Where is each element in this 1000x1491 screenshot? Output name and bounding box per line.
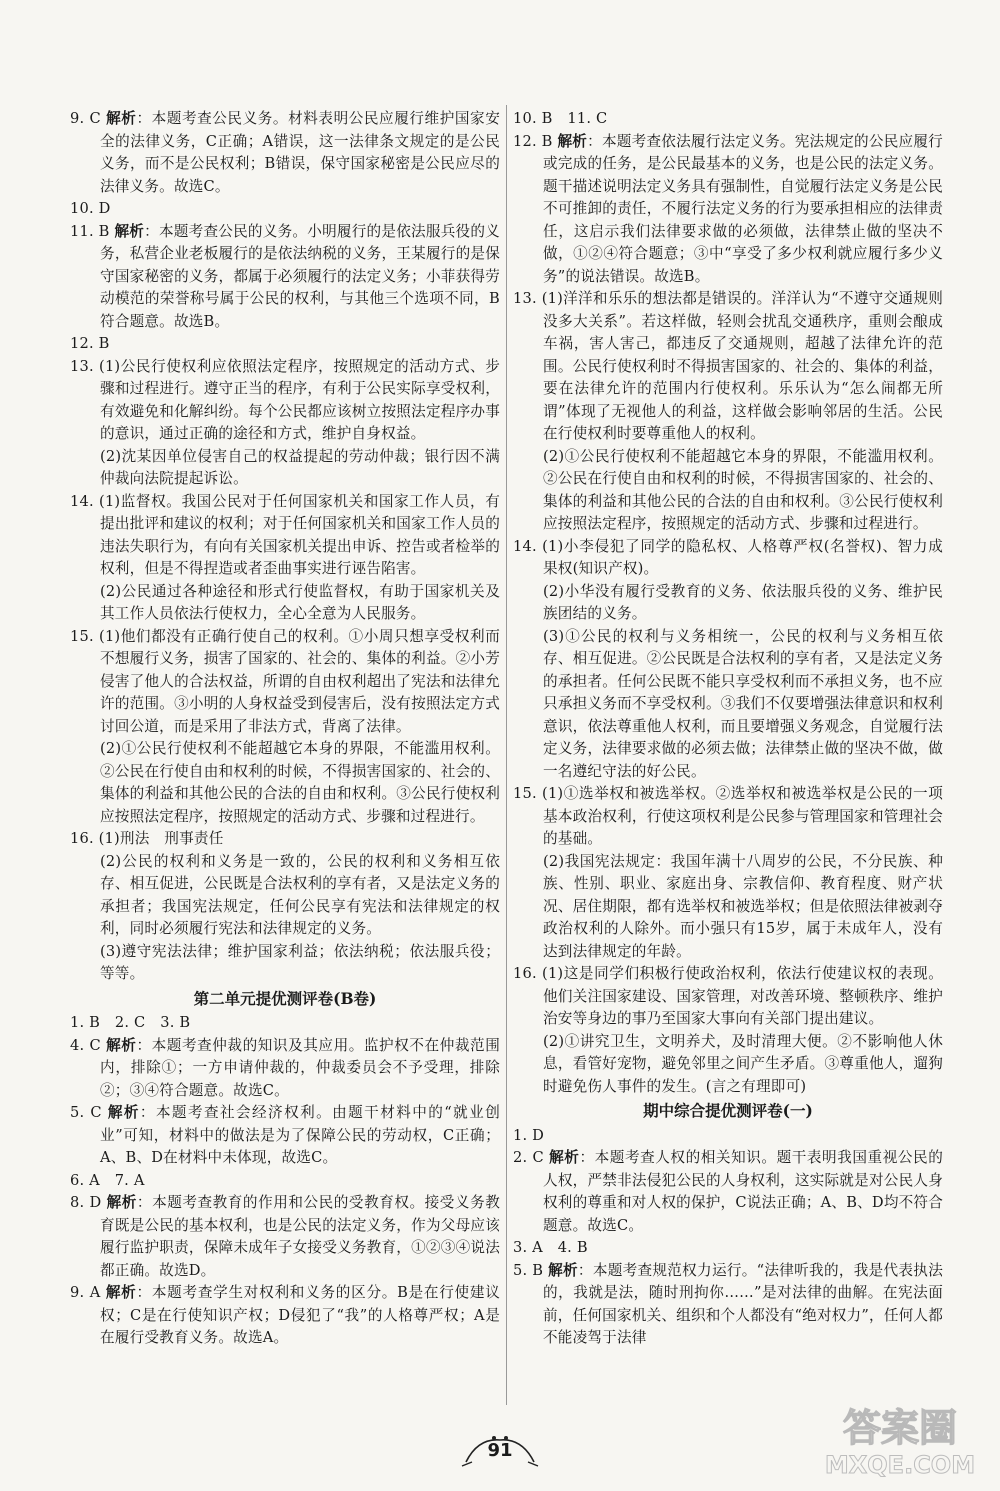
answer-number: 11. B <box>70 222 110 240</box>
answer-subpart: (2)公民的权利和义务是一致的，公民的权利和义务相互依存、相互促进，公民既是合法权利的享有者，又是法定义务的承担者；我国宪法规定，任何公民享有宪法和法律规定的权利，同时必须履行宪法和法律规定的义务。 <box>100 852 500 937</box>
answer-item <box>513 108 943 131</box>
answer-text: (1)洋洋和乐乐的想法都是错误的。洋洋认为“不遵守交通规则没多大关系”。若这样做，轻则会扰乱交通秩序，重则会酿成车祸，害人害己，都违反了交通规则，超越了法律允许的范围。公民行使权利时不得损害国家的、社会的、集体的利益，要在法律允许的范围内行使权利。乐乐认为“怎么闹都无所谓”体现了无视他人的利益，这样做会影响邻居的生活。公民在行使权利时要尊重他人的权利。 <box>541 290 943 442</box>
answer-item <box>70 828 500 851</box>
answer-item <box>70 1012 500 1035</box>
answer-item <box>70 1192 500 1282</box>
answer-number: 3. A 4. B <box>513 1239 588 1256</box>
answer-number: 13. <box>70 357 94 375</box>
answer-item <box>70 1170 500 1193</box>
answer-text: (1)监督权。我国公民对于任何国家机关和国家工作人员，有提出批评和建议的权利；对于任何国家机关和国家工作人员的违法失职行为，有向有关国家机关提出申诉、控告或者检举的权利，但是不得捏造或者歪曲事实进行诬告陷害。 <box>99 492 500 577</box>
answer-item <box>70 1102 500 1170</box>
answer-text: (1)小李侵犯了同学的隐私权、人格尊严权(名誉权)、智力成果权(知识产权)。 <box>542 537 943 577</box>
page-number: 91 <box>487 1440 513 1461</box>
answer-text: ：本题考查社会经济权利。由题干材料中的“就业创业”可知，材料中的做法是为了保障公民的劳动权，C正确；A、B、D在材料中未体现，故选C。 <box>100 1104 501 1166</box>
answer-item <box>70 626 500 739</box>
answer-subpart: (3)①公民的权利与义务相统一，公民的权利与义务相互依存、相互促进。②公民既是合法权利的享有者，又是法定义务的承担者。任何公民既不能只享受权利而不承担义务，也不应只承担义务而不享受权利。③我们不仅要增强法律意识和权利意识，依法尊重他人权利，而且要增强义务观念，自觉履行法定义务，法律要求做的必须去做；法律禁止做的坚决不做，做一名遵纪守法的好公民。 <box>543 627 943 780</box>
column-divider <box>506 105 507 1405</box>
answer-number: 14. <box>70 492 94 510</box>
answer-text: (1)刑法 刑事责任 <box>98 830 224 847</box>
answer-item <box>70 1035 500 1103</box>
answer-subpart: (3)遵守宪法法律；维护国家利益；依法纳税；依法服兵役；等等。 <box>100 942 500 982</box>
analysis-label: 解析 <box>106 1194 137 1211</box>
answer-text: (1)①选举权和被选举权。②选举权和被选举权是公民的一项基本政治权利，行使这项权利是公民参与管理国家和管理社会的基础。 <box>542 785 943 847</box>
answer-number: 15. <box>513 785 537 802</box>
answer-text: ：本题考查学生对权利和义务的区分。B是在行使建议权；C是在行使知识产权；D侵犯了“我”的人格尊严权；A是在履行受教育义务。故选A。 <box>100 1284 501 1346</box>
answer-text: ：本题考查依法履行法定义务。宪法规定的公民应履行或完成的任务，是公民最基本的义务，也是公民的法定义务。题干描述说明法定义务具有强制性，自觉履行法定义务是公民不可推卸的责任，不履行法定义务的行为要承担相应的法律责任，这启示我们法律要求做的必须做，法律禁止做的坚决不做，①②④符合题意；③中“享受了多少权利就应履行多少义务”的说法错误。故选B。 <box>543 132 943 285</box>
answer-subpart: (2)①讲究卫生，文明养犬，及时清理大便。②不影响他人休息，看管好宠物，避免邻里之间产生矛盾。③尊重他人，遛狗时避免伤人事件的发生。(言之有理即可) <box>543 1032 943 1095</box>
answer-item <box>513 783 943 851</box>
answer-number: 2. C <box>513 1149 544 1166</box>
answer-number: 8. D <box>70 1194 102 1211</box>
answer-number: 9. C <box>70 110 101 127</box>
answer-item <box>513 963 943 1031</box>
answer-number: 10. B 11. C <box>513 110 608 127</box>
section-title: 期中综合提优测评卷(一) <box>643 1101 813 1120</box>
answer-item <box>70 221 500 334</box>
answer-item <box>70 108 500 198</box>
answer-subpart: (2)我国宪法规定：我国年满十八周岁的公民，不分民族、种族、性别、职业、家庭出身、宗教信仰、教育程度、财产状况、居住期限，都有选举权和被选举权；但是依照法律被剥夺政治权利的人除外。而小强只有15岁，属于未成年人，没有达到法律规定的年龄。 <box>543 852 943 960</box>
answer-text: ：本题考查人权的相关知识。题干表明我国重视公民的人权，严禁非法侵犯公民的人身权利，这实际就是对公民人身权利的尊重和对人权的保护，C说法正确；A、B、D均不符合题意。故选C。 <box>543 1149 943 1234</box>
answer-number: 16. <box>70 830 94 847</box>
answer-number: 12. B <box>513 132 553 150</box>
analysis-label: 解析 <box>105 1284 137 1301</box>
answer-item <box>70 491 500 581</box>
analysis-label: 解析 <box>114 222 145 240</box>
answer-item <box>513 1147 943 1237</box>
answer-number: 10. D <box>70 200 111 217</box>
analysis-label: 解析 <box>549 1149 580 1166</box>
answer-number: 13. <box>513 290 537 307</box>
answer-number: 16. <box>513 965 537 982</box>
answer-item <box>70 356 500 446</box>
answer-item <box>513 1237 943 1260</box>
answer-number: 12. B <box>70 335 110 352</box>
section-title: 第二单元提优测评卷(B卷) <box>193 988 377 1008</box>
answer-item <box>513 536 943 581</box>
answer-number: 1. B 2. C 3. B <box>70 1014 191 1031</box>
answer-number: 6. A 7. A <box>70 1171 145 1189</box>
left-column <box>70 108 500 1350</box>
answer-item <box>70 1282 500 1350</box>
answer-subpart: (2)公民通过各种途径和形式行使监督权，有助于国家机关及其工作人员依法行使权力，全心全意为人民服务。 <box>100 582 500 622</box>
answer-text: ：本题考查教育的作用和公民的受教育权。接受义务教育既是公民的基本权利，也是公民的法定义务，作为父母应该履行监护职责，保障未成年子女接受义务教育，①②③④说法都正确。故选D。 <box>100 1194 501 1279</box>
analysis-label: 解析 <box>557 132 588 150</box>
svg-text:答案圈: 答案圈 <box>842 1406 958 1450</box>
answer-item <box>70 198 500 221</box>
svg-text:MXQE.COM: MXQE.COM <box>824 1451 976 1479</box>
answer-item <box>513 288 943 446</box>
answer-text: ：本题考查规范权力运行。“法律听我的，我是代表执法的，我就是法，随时刑拘你……”是对法律的曲解。在宪法面前，任何国家机关、组织和个人都没有“绝对权力”，任何人都不能凌驾于法律 <box>543 1261 943 1346</box>
answer-item <box>513 1125 943 1148</box>
answer-subpart: (2)①公民行使权利不能超越它本身的界限，不能滥用权利。②公民在行使自由和权利的时候，不得损害国家的、社会的、集体的利益和其他公民的合法的自由和权利。③公民行使权利应按照法定程序，按照规定的活动方式、步骤和过程进行。 <box>100 740 500 825</box>
answer-subpart: (2)沈某因单位侵害自己的权益提起的劳动仲裁；银行因不满仲裁向法院提起诉讼。 <box>100 447 500 487</box>
answer-text: (1)公民行使权利应依照法定程序，按照规定的活动方式、步骤和过程进行。遵守正当的程序，有利于公民实际享受权利，有效避免和化解纠纷。每个公民都应该树立按照法定程序办事的意识，通过正确的途径和方式，维护自身权益。 <box>99 357 500 442</box>
answer-number: 5. B <box>513 1261 544 1279</box>
answer-number: 1. D <box>513 1126 545 1144</box>
analysis-label: 解析 <box>106 1036 137 1054</box>
answer-number: 9. A <box>70 1284 101 1301</box>
answer-number: 5. C <box>70 1104 102 1121</box>
answer-item <box>513 1260 943 1350</box>
answer-item <box>70 333 500 356</box>
watermark-logo <box>810 1393 990 1483</box>
analysis-label: 解析 <box>106 110 137 127</box>
answer-subpart: (2)①公民行使权利不能超越它本身的界限，不能滥用权利。②公民在行使自由和权利的时候，不得损害国家的、社会的、集体的利益和其他公民的合法的自由和权利。③公民行使权利应按照法定程序，按照规定的活动方式、步骤和过程进行。 <box>543 447 943 532</box>
answer-item <box>513 131 943 289</box>
answer-text: ：本题考查公民义务。材料表明公民应履行维护国家安全的法律义务，C正确；A错误，这一法律条文规定的是公民义务，而不是公民权利；B错误，保守国家秘密是公民应尽的法律义务。故选C。 <box>100 110 500 195</box>
answer-text: (1)他们都没有正确行使自己的权利。①小周只想享受权利而不想履行义务，损害了国家的、社会的、集体的利益。②小芳侵害了他人的合法权益，所谓的自由权利超出了宪法和法律允许的范围。③小明的人身权益受到侵害后，没有按照法定方式讨回公道，而是采用了非法方式，背离了法律。 <box>99 627 500 735</box>
answer-number: 15. <box>70 627 94 645</box>
answer-subpart: (2)小华没有履行受教育的义务、依法服兵役的义务、维护民族团结的义务。 <box>543 582 943 622</box>
answer-text: ：本题考查仲裁的知识及其应用。监护权不在仲裁范围内，排除①；一方申请仲裁的，仲裁委员会不予受理，排除②；③④符合题意。故选C。 <box>100 1036 500 1099</box>
right-column <box>513 108 943 1350</box>
answer-text: ：本题考查公民的义务。小明履行的是依法服兵役的义务，私营企业老板履行的是依法纳税的义务，王某履行的是保守国家秘密的义务，都属于必须履行的法定义务；小菲获得劳动模范的荣誉称号属于公民的权利，与其他三个选项不同，B符合题意。故选B。 <box>100 222 500 330</box>
answer-number: 4. C <box>70 1036 101 1054</box>
answer-number: 14. <box>513 537 537 555</box>
answer-text: (1)这是同学们积极行使政治权利，依法行使建议权的表现。他们关注国家建设、国家管理，对改善环境、整顿秩序、维护治安等身边的事乃至国家大事向有关部门提出建议。 <box>542 965 943 1027</box>
analysis-label: 解析 <box>548 1261 578 1279</box>
analysis-label: 解析 <box>107 1104 140 1121</box>
